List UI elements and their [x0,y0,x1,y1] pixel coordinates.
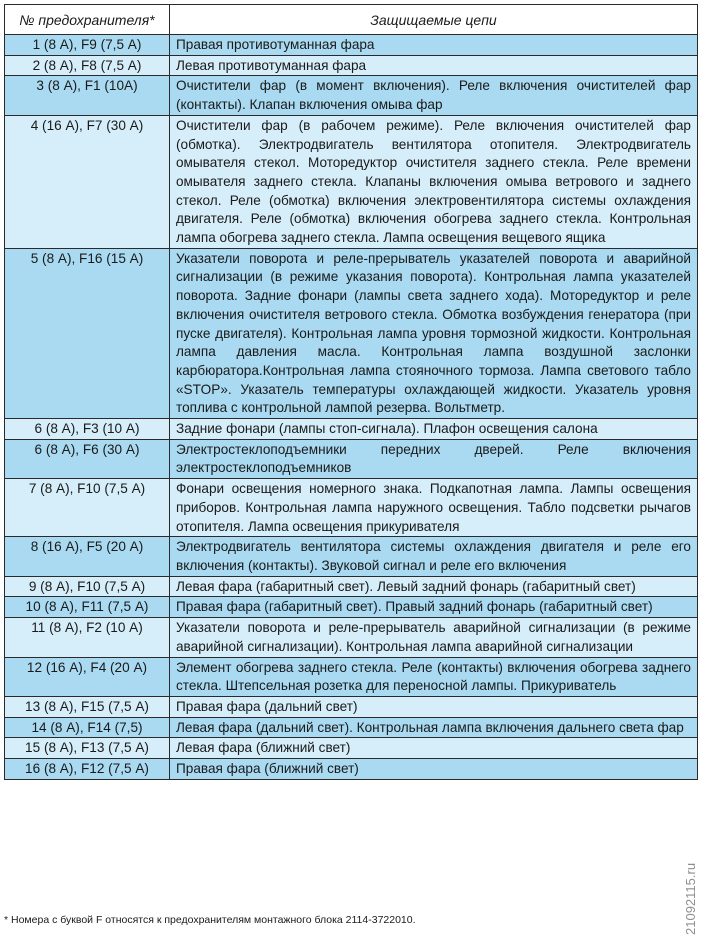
fuse-number-cell: 10 (8 А), F11 (7,5 А) [5,597,170,618]
protected-circuits-cell: Задние фонари (лампы стоп-сигнала). Плафон освещения салона [170,419,698,440]
protected-circuits-cell: Очистители фар (в момент включения). Реле включения очистителей фар (контакты). Клапан включения омыва фар [170,76,698,115]
footnote: * Номера с буквой F относятся к предохранителям монтажного блока 2114-3722010. [4,914,416,926]
protected-circuits-cell: Левая фара (ближний свет) [170,738,698,759]
fuse-number-cell: 15 (8 А), F13 (7,5 А) [5,738,170,759]
table-header-row [5,5,698,35]
fuse-number-cell: 12 (16 А), F4 (20 А) [5,657,170,696]
fuse-number-cell: 9 (8 А), F10 (7,5 А) [5,576,170,597]
table-row [5,76,698,115]
protected-circuits-cell: Правая фара (дальний свет) [170,696,698,717]
table-row [5,738,698,759]
table-row [5,479,698,537]
table-row [5,537,698,576]
protected-circuits-cell: Левая фара (габаритный свет). Левый задний фонарь (габаритный свет) [170,576,698,597]
fuse-number-cell: 8 (16 А), F5 (20 А) [5,537,170,576]
fuse-number-cell: 6 (8 А), F6 (30 А) [5,439,170,478]
protected-circuits-cell: Указатели поворота и реле-прерыватель аварийной сигнализации (в режиме аварийной сигнализации). Контрольная лампа аварийной сигнализации [170,618,698,657]
protected-circuits-cell: Правая противотуманная фара [170,35,698,56]
protected-circuits-cell: Правая фара (ближний свет) [170,759,698,780]
watermark: 21092115.ru [683,862,698,935]
fuse-number-cell: 16 (8 А), F12 (7,5 А) [5,759,170,780]
table-row [5,576,698,597]
protected-circuits-cell: Электродвигатель вентилятора системы охлаждения двигателя и реле его включения (контакты). Звуковой сигнал и реле его включения [170,537,698,576]
table-row [5,419,698,440]
table-row [5,248,698,418]
fuse-number-cell: 3 (8 А), F1 (10А) [5,76,170,115]
protected-circuits-cell: Левая фара (дальний свет). Контрольная лампа включения дальнего света фар [170,717,698,738]
table-row [5,439,698,478]
protected-circuits-cell: Правая фара (габаритный свет). Правый задний фонарь (габаритный свет) [170,597,698,618]
fuse-number-cell: 11 (8 А), F2 (10 А) [5,618,170,657]
fuse-number-cell: 13 (8 А), F15 (7,5 А) [5,696,170,717]
table-row [5,115,698,248]
column-header-protected-circuits: Защищаемые цепи [170,5,698,35]
fuse-number-cell: 5 (8 А), F16 (15 А) [5,248,170,418]
table-row [5,696,698,717]
fuse-number-cell: 4 (16 А), F7 (30 А) [5,115,170,248]
fuse-circuit-table [4,4,698,780]
fuse-number-cell: 14 (8 А), F14 (7,5) [5,717,170,738]
fuse-number-cell: 1 (8 А), F9 (7,5 А) [5,35,170,56]
fuse-number-cell: 6 (8 А), F3 (10 А) [5,419,170,440]
protected-circuits-cell: Левая противотуманная фара [170,55,698,76]
table-row [5,717,698,738]
table-row [5,759,698,780]
table-row [5,35,698,56]
protected-circuits-cell: Очистители фар (в рабочем режиме). Реле включения очистителей фар (обмотка). Электродвигатель вентилятора отопителя. Электродвигатель омывателя стекол. Моторедуктор очистителя заднего стекла. Реле времени омывателя заднего стекла. Клапаны включения омыва ветрового и заднего стекол. Реле (обмотка) включения электровентилятора системы охлаждения двигателя. Реле (обмотка) включения обогрева заднего стекла. Контрольная лампа обогрева заднего стекла. Лампа освещения вещевого ящика [170,115,698,248]
column-header-fuse-number: № предохранителя* [5,5,170,35]
protected-circuits-cell: Фонари освещения номерного знака. Подкапотная лампа. Лампы освещения приборов. Контрольная лампа наружного освещения. Табло подсветки рычагов отопителя. Лампа освещения прикуривателя [170,479,698,537]
fuse-number-cell: 7 (8 А), F10 (7,5 А) [5,479,170,537]
protected-circuits-cell: Указатели поворота и реле-прерыватель указателей поворота и аварийной сигнализации (в режиме указания поворота). Контрольная лампа указателей поворота. Задние фонари (лампы света заднего хода). Моторедуктор и реле включения очистителя ветрового стекла. Обмотка возбуждения генератора (при пуске двигателя). Контрольная лампа уровня тормозной жидкости. Контрольная лампа давления масла. Контрольная лампа воздушной заслонки карбюратора.Контрольная лампа стояночного тормоза. Лампа светового табло «STOP». Указатель температуры охлаждающей жидкости. Указатель уровня топлива с контрольной лампой резерва. Вольтметр. [170,248,698,418]
table-row [5,597,698,618]
table-row [5,657,698,696]
protected-circuits-cell: Электростеклоподъемники передних дверей. Реле включения электростеклоподъемников [170,439,698,478]
table-body [5,35,698,780]
table-row [5,618,698,657]
fuse-number-cell: 2 (8 А), F8 (7,5 А) [5,55,170,76]
table-row [5,55,698,76]
protected-circuits-cell: Элемент обогрева заднего стекла. Реле (контакты) включения обогрева заднего стекла. Штепсельная розетка для переносной лампы. Прикуриватель [170,657,698,696]
